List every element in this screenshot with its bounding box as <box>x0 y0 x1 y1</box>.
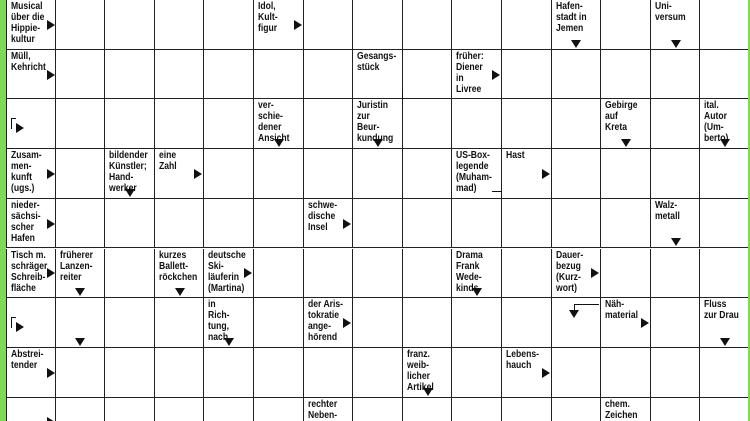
answer-cell[interactable] <box>651 298 701 348</box>
clue-cell <box>105 149 155 199</box>
answer-cell[interactable] <box>353 398 403 421</box>
arrow-down-icon <box>472 288 482 296</box>
arrow-down-icon <box>671 40 681 48</box>
clue-text: ital. Autor (Um- berto) <box>704 100 729 145</box>
answer-cell[interactable] <box>204 99 254 149</box>
arrow-down-icon <box>274 139 284 147</box>
answer-cell[interactable] <box>204 398 254 421</box>
clue-cell <box>353 50 403 100</box>
clue-text: früherer Lanzen- reiter <box>59 249 93 283</box>
clue-cell <box>651 199 701 249</box>
answer-cell[interactable] <box>105 50 155 100</box>
answer-cell[interactable] <box>353 0 403 50</box>
answer-cell[interactable] <box>552 50 602 100</box>
clue-cell <box>6 249 56 299</box>
answer-cell[interactable] <box>254 298 304 348</box>
clue-cell <box>6 50 56 100</box>
arrow-right-icon <box>244 268 252 278</box>
answer-cell[interactable] <box>6 99 56 149</box>
clue-cell <box>304 298 354 348</box>
clue-cell <box>155 249 205 299</box>
answer-cell[interactable] <box>452 199 502 249</box>
clue-text: Drama Frank Wede- kinds <box>456 249 484 294</box>
arrow-right-icon <box>542 169 550 179</box>
answer-cell[interactable] <box>105 0 155 50</box>
answer-cell[interactable] <box>651 398 701 421</box>
answer-cell[interactable] <box>155 348 205 398</box>
answer-cell[interactable] <box>403 0 453 50</box>
answer-cell[interactable] <box>651 99 701 149</box>
answer-cell[interactable] <box>552 99 602 149</box>
answer-cell[interactable] <box>700 199 750 249</box>
clue-text: US-Box- legende (Muham- mad) <box>456 150 493 195</box>
answer-cell[interactable] <box>502 249 552 299</box>
arrow-down-icon <box>75 288 85 296</box>
answer-cell[interactable] <box>403 199 453 249</box>
arrow-right-icon <box>47 169 55 179</box>
answer-cell[interactable] <box>552 298 602 348</box>
answer-cell[interactable] <box>155 398 205 421</box>
answer-cell[interactable] <box>254 149 304 199</box>
answer-cell[interactable] <box>304 50 354 100</box>
clue-text: Näh- material <box>605 299 639 322</box>
answer-cell[interactable] <box>105 348 155 398</box>
clue-cell <box>6 0 56 50</box>
clue-text: Müll, Kehricht <box>11 50 46 73</box>
arrow-right-icon <box>16 123 24 133</box>
answer-cell[interactable] <box>700 249 750 299</box>
arrow-right-icon <box>591 268 599 278</box>
answer-cell[interactable] <box>204 0 254 50</box>
answer-cell[interactable] <box>204 199 254 249</box>
answer-cell[interactable] <box>403 298 453 348</box>
answer-cell[interactable] <box>700 149 750 199</box>
arrow-down-icon <box>175 288 185 296</box>
answer-cell[interactable] <box>155 50 205 100</box>
answer-cell[interactable] <box>502 199 552 249</box>
arrow-right-icon <box>542 368 550 378</box>
answer-cell[interactable] <box>452 99 502 149</box>
clue-cell <box>700 298 750 348</box>
answer-cell[interactable] <box>601 348 651 398</box>
answer-cell[interactable] <box>502 50 552 100</box>
answer-cell[interactable] <box>105 199 155 249</box>
answer-cell[interactable] <box>254 348 304 398</box>
clue-cell <box>601 99 651 149</box>
arrow-down-icon <box>373 139 383 147</box>
answer-cell[interactable] <box>353 348 403 398</box>
clue-cell <box>155 149 205 199</box>
clue-text: früher: Diener in Livree <box>456 50 485 95</box>
arrow-down-icon <box>75 338 85 346</box>
arrow-right-icon <box>16 322 24 332</box>
arrow-down-icon <box>125 189 135 197</box>
answer-cell[interactable] <box>304 0 354 50</box>
arrow-down-icon <box>423 388 433 396</box>
answer-cell[interactable] <box>403 99 453 149</box>
answer-cell[interactable] <box>105 249 155 299</box>
clue-text: Hast <box>506 150 525 162</box>
answer-cell[interactable] <box>353 298 403 348</box>
clue-text: Tisch m. schräger Schreib- fläche <box>11 249 48 294</box>
clue-cell <box>452 149 502 199</box>
arrow-right-icon <box>294 20 302 30</box>
answer-cell[interactable] <box>6 298 56 348</box>
answer-cell[interactable] <box>304 249 354 299</box>
arrow-right-icon <box>47 368 55 378</box>
answer-cell[interactable] <box>700 0 750 50</box>
answer-cell[interactable] <box>56 0 106 50</box>
answer-cell[interactable] <box>254 199 304 249</box>
clue-cell <box>502 149 552 199</box>
answer-cell[interactable] <box>552 348 602 398</box>
answer-cell[interactable] <box>502 0 552 50</box>
clue-text: Hafen- stadt in Jemen <box>555 1 587 34</box>
answer-cell[interactable] <box>56 50 106 100</box>
answer-cell[interactable] <box>353 199 403 249</box>
clue-cell <box>56 249 106 299</box>
clue-cell <box>700 99 750 149</box>
clue-text: Juristin zur Beur- kundung <box>357 100 394 145</box>
answer-cell[interactable] <box>552 149 602 199</box>
clue-cell <box>502 348 552 398</box>
answer-cell[interactable] <box>700 348 750 398</box>
arrow-right-icon <box>47 70 55 80</box>
arrow-down-icon <box>571 40 581 48</box>
answer-cell[interactable] <box>155 99 205 149</box>
answer-cell[interactable] <box>452 348 502 398</box>
arrow-right-icon <box>343 318 351 328</box>
clue-cell <box>6 348 56 398</box>
arrow-down-icon <box>621 139 631 147</box>
clue-text: Zusam- men- kunft (ugs.) <box>11 150 42 195</box>
clue-cell <box>6 199 56 249</box>
clue-text: in Rich- tung, nach <box>208 299 230 344</box>
clue-cell <box>353 99 403 149</box>
answer-cell[interactable] <box>403 50 453 100</box>
answer-cell[interactable] <box>304 99 354 149</box>
arrow-right-icon <box>47 20 55 30</box>
answer-cell[interactable] <box>105 298 155 348</box>
answer-cell[interactable] <box>204 149 254 199</box>
answer-cell[interactable] <box>651 50 701 100</box>
answer-cell[interactable] <box>403 149 453 199</box>
answer-cell[interactable] <box>204 50 254 100</box>
arrow-down-icon <box>720 338 730 346</box>
clue-text: Abstrei- tender <box>11 348 44 371</box>
answer-cell[interactable] <box>552 199 602 249</box>
clue-cell <box>552 0 602 50</box>
answer-cell[interactable] <box>502 398 552 421</box>
clue-text: franz. weib- licher Artikel <box>406 348 434 393</box>
clue-text: ver- schie- dener Ansicht <box>258 100 290 145</box>
clue-cell <box>204 249 254 299</box>
answer-cell[interactable] <box>304 348 354 398</box>
answer-cell[interactable] <box>6 398 56 421</box>
arrow-right-icon <box>47 417 55 421</box>
answer-cell[interactable] <box>452 298 502 348</box>
answer-cell[interactable] <box>452 398 502 421</box>
arrow-right-icon <box>343 219 351 229</box>
answer-cell[interactable] <box>552 398 602 421</box>
clue-text: Lebens- hauch <box>506 348 539 371</box>
answer-cell[interactable] <box>56 149 106 199</box>
clue-cell <box>601 398 651 421</box>
arrow-down-icon <box>720 139 730 147</box>
clue-text: Dauer- bezug (Kurz- wort) <box>555 249 583 294</box>
clue-text: Idol, Kult- figur <box>258 1 278 34</box>
answer-cell[interactable] <box>601 0 651 50</box>
answer-cell[interactable] <box>56 99 106 149</box>
clue-text: Gesangs- stück <box>357 50 397 73</box>
answer-cell[interactable] <box>304 149 354 199</box>
answer-cell[interactable] <box>700 398 750 421</box>
clue-text: chem. Zeichen <box>605 398 638 421</box>
clue-cell <box>254 99 304 149</box>
answer-cell[interactable] <box>353 249 403 299</box>
answer-cell[interactable] <box>56 199 106 249</box>
answer-cell[interactable] <box>56 398 106 421</box>
clue-text: Walz- metall <box>654 199 680 222</box>
answer-cell[interactable] <box>204 348 254 398</box>
answer-cell[interactable] <box>651 249 701 299</box>
clue-text: kurzes Ballett- röckchen <box>158 249 198 283</box>
arrow-right-icon <box>492 70 500 80</box>
answer-cell[interactable] <box>502 298 552 348</box>
clue-cell <box>651 0 701 50</box>
answer-cell[interactable] <box>651 149 701 199</box>
arrow-down-icon <box>224 338 234 346</box>
arrow-right-icon <box>47 268 55 278</box>
answer-cell[interactable] <box>700 50 750 100</box>
clue-text: deutsche Ski- läuferin (Martina) <box>208 249 247 294</box>
clue-cell <box>304 199 354 249</box>
answer-cell[interactable] <box>452 0 502 50</box>
arrow-right-icon <box>47 219 55 229</box>
answer-cell[interactable] <box>601 199 651 249</box>
answer-cell[interactable] <box>155 298 205 348</box>
clue-text: eine Zahl <box>158 150 177 173</box>
arrow-right-icon <box>194 169 202 179</box>
clue-cell <box>403 348 453 398</box>
answer-cell[interactable] <box>56 348 106 398</box>
clue-text: nieder- sächsi- scher Hafen <box>11 199 41 244</box>
answer-cell[interactable] <box>56 298 106 348</box>
clue-cell <box>452 50 502 100</box>
answer-cell[interactable] <box>155 199 205 249</box>
clue-text: Gebirge auf Kreta <box>605 100 638 134</box>
clue-cell <box>254 0 304 50</box>
arrow-down-icon <box>671 238 681 246</box>
arrow-right-icon <box>641 318 649 328</box>
clue-text: der Aris- tokratie ange- hörend <box>307 299 343 344</box>
answer-cell[interactable] <box>403 249 453 299</box>
clue-cell <box>304 398 354 421</box>
clue-cell <box>552 249 602 299</box>
answer-cell[interactable] <box>254 249 304 299</box>
answer-cell[interactable] <box>254 50 304 100</box>
arrow-down-icon <box>569 310 579 318</box>
clue-text: Musical über die Hippie- kultur <box>11 1 45 45</box>
answer-cell[interactable] <box>502 99 552 149</box>
answer-cell[interactable] <box>601 50 651 100</box>
clue-text: rechter Neben- <box>307 398 337 421</box>
clue-cell <box>204 298 254 348</box>
clue-text: schwe- dische Insel <box>307 199 337 233</box>
answer-cell[interactable] <box>254 398 304 421</box>
answer-cell[interactable] <box>601 249 651 299</box>
clue-cell <box>601 298 651 348</box>
clue-text: bildender Künstler; Hand- werker <box>109 150 148 195</box>
answer-cell[interactable] <box>403 398 453 421</box>
answer-cell[interactable] <box>353 149 403 199</box>
clue-cell <box>452 249 502 299</box>
clue-cell <box>6 149 56 199</box>
answer-cell[interactable] <box>601 149 651 199</box>
answer-cell[interactable] <box>105 99 155 149</box>
answer-cell[interactable] <box>651 348 701 398</box>
clue-text: Uni- versum <box>654 1 686 23</box>
answer-cell[interactable] <box>105 398 155 421</box>
answer-cell[interactable] <box>155 0 205 50</box>
clue-text: Fluss zur Drau <box>704 299 740 322</box>
